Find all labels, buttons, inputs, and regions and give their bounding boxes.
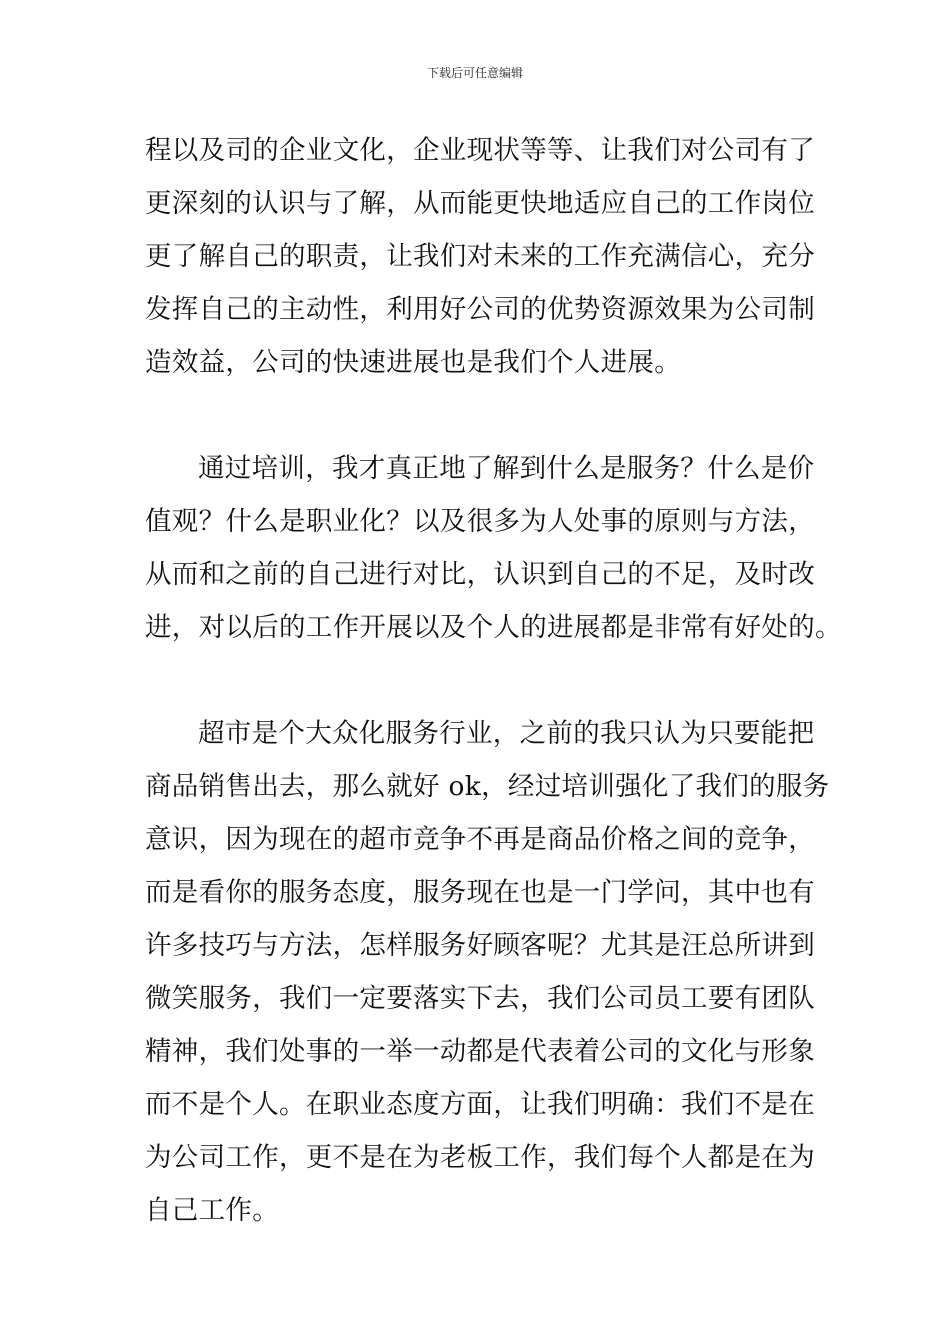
text-line: 发挥自己的主动性，利用好公司的优势资源效果为公司制 [145, 294, 815, 325]
text-line: 商品销售出去，那么就好 ok，经过培训强化了我们的服务 [145, 771, 830, 802]
document-body [145, 124, 842, 1237]
text-line: 为公司工作，更不是在为老板工作，我们每个人都是在为 [145, 1142, 815, 1173]
text-line: 意识，因为现在的超市竞争不再是商品价格之间的竞争， [145, 824, 815, 855]
text-line: 从而和之前的自己进行对比，认识到自己的不足，及时改 [145, 559, 815, 590]
text-line: 而是看你的服务态度，服务现在也是一门学问，其中也有 [145, 877, 815, 908]
text-line: 精神，我们处事的一举一动都是代表着公司的文化与形象 [145, 1036, 815, 1067]
paragraph-2 [145, 442, 842, 654]
text-line: 更了解自己的职责，让我们对未来的工作充满信心，充分 [145, 241, 815, 272]
paragraph-1 [145, 124, 815, 389]
page-header: 下载后可任意编辑 [426, 66, 523, 80]
text-line: 微笑服务，我们一定要落实下去，我们公司员工要有团队 [145, 983, 815, 1014]
text-line: 值观？什么是职业化？以及很多为人处事的原则与方法， [145, 506, 815, 537]
text-line: 超市是个大众化服务行业，之前的我只认为只要能把 [198, 718, 815, 749]
text-line: 通过培训，我才真正地了解到什么是服务？什么是价 [198, 453, 815, 484]
paragraph-spacer [145, 389, 807, 442]
paragraph-spacer [145, 654, 807, 707]
paragraph-3 [145, 707, 830, 1237]
text-line: 进，对以后的工作开展以及个人的进展都是非常有好处的。 [145, 612, 842, 643]
text-line: 造效益，公司的快速进展也是我们个人进展。 [145, 347, 681, 378]
text-line: 而不是个人。在职业态度方面，让我们明确：我们不是在 [145, 1089, 815, 1120]
text-line: 更深刻的认识与了解，从而能更快地适应自己的工作岗位 [145, 188, 815, 219]
text-line: 许多技巧与方法，怎样服务好顾客呢？尤其是汪总所讲到 [145, 930, 815, 961]
text-line: 程以及司的企业文化，企业现状等等、让我们对公司有了 [145, 135, 815, 166]
text-line: 自己工作。 [145, 1195, 279, 1226]
